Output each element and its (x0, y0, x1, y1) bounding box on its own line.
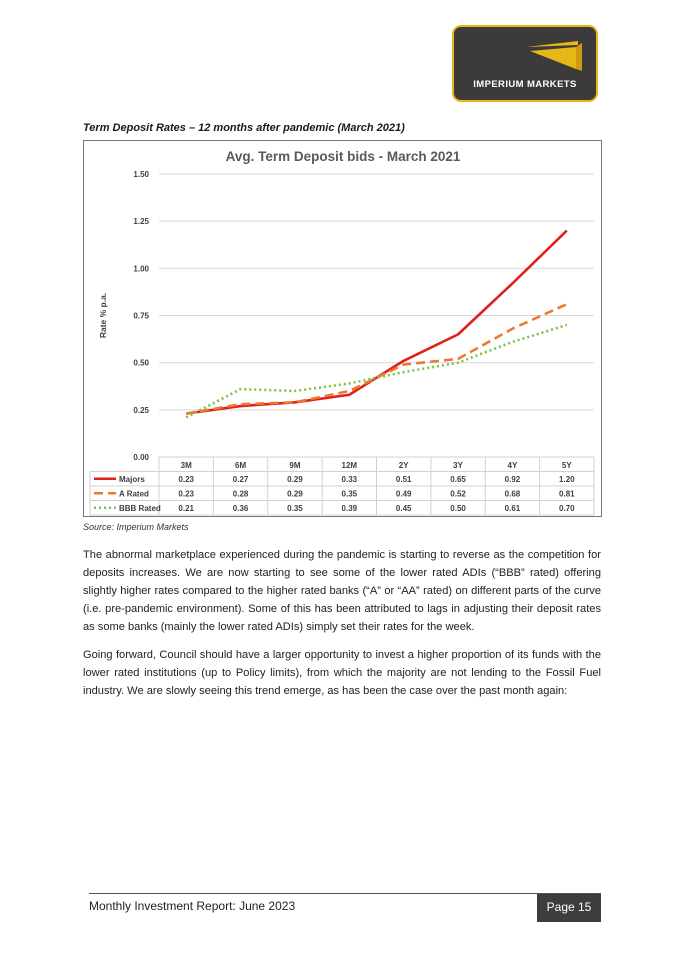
data-label: 0.52 (450, 489, 466, 499)
footer-report-title: Monthly Investment Report: June 2023 (89, 899, 296, 913)
category-label: 9M (289, 461, 301, 470)
data-label: 0.68 (504, 489, 521, 499)
data-label: 0.27 (232, 475, 249, 484)
data-label: 0.70 (559, 504, 575, 513)
data-label: 0.35 (341, 489, 358, 499)
page-number-badge: Page 15 (537, 894, 601, 922)
data-label: 0.65 (450, 475, 466, 484)
data-label: 0.51 (395, 475, 412, 484)
legend-label: Majors (119, 475, 145, 484)
data-label: 0.36 (232, 504, 249, 513)
chart-source: Source: Imperium Markets (83, 522, 189, 532)
data-label: 0.81 (559, 489, 575, 499)
chart-title: Avg. Term Deposit bids - March 2021 (225, 149, 461, 164)
category-label: 3Y (453, 461, 463, 470)
term-deposit-chart (83, 140, 602, 517)
paragraph-market-conditions: The abnormal marketplace experienced during the pandemic is starting to reverse as the competition for deposits increases. We are now starting to see some of the lower rated ADIs (“BBB” rated) offering slightly higher rates compared to the higher rated banks (“A” or “AA” rated) on different parts of the curve (i.e. pre-pandemic environment). Some of this has been attributed to lags in adjusting their deposit rates as some banks (mainly the lower rated ADIs) simply set their rates for the week. (83, 549, 601, 633)
y-tick-label: 0.75 (133, 311, 149, 321)
y-tick-label: 1.50 (133, 170, 149, 179)
data-label: 0.23 (178, 489, 194, 499)
y-tick-label: 1.00 (133, 264, 149, 274)
paragraph-going-forward: Going forward, Council should have a larger opportunity to invest a higher proportion of its funds with the lower rated institutions (up to Policy limits), from which the majority are not lending to the Fossil Fuel industry. We are slowly seeing this trend emerge, as has been the case over the past month again: (83, 649, 601, 697)
y-axis-label: Rate % p.a. (98, 292, 108, 339)
data-label: 0.61 (504, 504, 521, 513)
data-label: 0.39 (341, 504, 358, 513)
chart-caption: Term Deposit Rates – 12 months after pandemic (March 2021) (83, 122, 405, 134)
data-label: 0.28 (232, 489, 249, 499)
data-label: 0.92 (504, 475, 521, 484)
y-tick-label: 0.00 (133, 453, 149, 462)
category-label: 12M (341, 461, 358, 470)
data-label: 0.33 (341, 475, 358, 484)
data-label: 0.49 (395, 489, 412, 499)
y-tick-label: 1.25 (133, 217, 149, 227)
logo-brand-text: IMPERIUM MARKETS (473, 79, 577, 90)
y-tick-label: 0.25 (133, 405, 149, 415)
imperium-markets-logo (452, 25, 598, 102)
legend-label: A Rated (119, 489, 149, 499)
data-label: 1.20 (559, 475, 575, 484)
legend-label: BBB Rated (119, 504, 161, 513)
category-label: 6M (235, 461, 247, 470)
category-label: 4Y (507, 461, 518, 470)
data-label: 0.45 (395, 504, 412, 513)
logo-mark-icon (526, 39, 582, 75)
category-label: 2Y (398, 461, 409, 470)
chart-canvas (84, 141, 601, 516)
data-label: 0.35 (287, 504, 303, 513)
data-label: 0.29 (287, 489, 303, 499)
data-label: 0.21 (178, 504, 194, 513)
data-label: 0.29 (287, 475, 303, 484)
category-label: 3M (180, 461, 192, 470)
category-label: 5Y (561, 461, 572, 470)
footer-divider (89, 893, 601, 894)
y-tick-label: 0.50 (133, 358, 149, 368)
data-label: 0.23 (178, 475, 194, 484)
series-line-majors (186, 231, 567, 414)
data-label: 0.50 (450, 504, 466, 513)
series-line-a-rated (186, 304, 567, 413)
